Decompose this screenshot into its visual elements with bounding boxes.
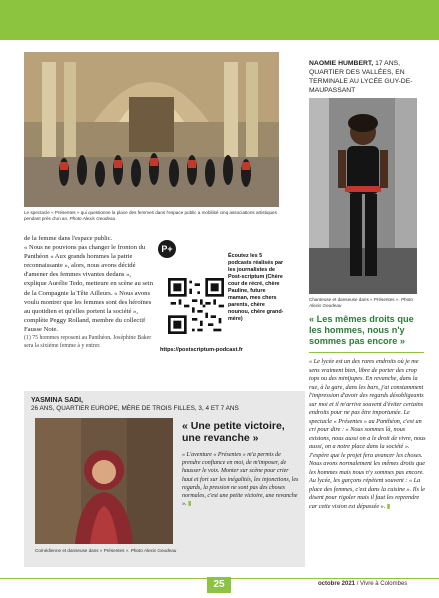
main-photo-caption — [24, 210, 279, 222]
yasmina-photo-credit: Photo Alexis Geudeau — [130, 548, 177, 553]
qr-code[interactable] — [168, 278, 224, 334]
naomie-caption-text: Chanteuse et danseuse dans « Présentes ». — [309, 297, 400, 302]
naomie-testimony-text: « Le lycée est un des rares endroits où je me sens vraiment bien, libre de porter des crop tops ou des minijupes. En revanche, dans la rue, à la gare, dans les bars, j'ai constamment l'impression d'avoir des regards désobligeants sur moi et il m'arrive souvent d'éviter certains endroits pour ne pas être importunée. Le spectacle « Présentes » au Panthéon, c'est un cri pour dire : « Nous sommes là, nous existons, nous aussi on a le droit de vivre, nous aussi, on a notre place dans la société ». J'espère que le projet fera avancer les choses. Nous avons normalement les mêmes droits que les hommes mais nous n'y sommes pas encore. Au lycée, les garçons répètent souvent : « La place des femmes, c'est dans la cuisine ». Ils le disent pour rigoler mais il faut les reprendre car cette vision est dépassée ». — [309, 358, 426, 510]
yasmina-testimony — [182, 451, 300, 508]
naomie-quote-title: « Les mêmes droits que les hommes, nous n'y sommes pas encore » — [309, 314, 414, 346]
footer-info — [318, 581, 407, 587]
main-photo-caption-text: Le spectacle « Présentes » qui questionne la place des femmes dans l'espace public a mobilisé cinq associations artistiques pendant près d'un an. — [24, 210, 277, 221]
yasmina-name: YASMINA SADI, — [31, 397, 83, 404]
yasmina-details: 26 ANS, QUARTIER EUROPE, MÈRE DE TROIS FILLES, 3, 4 ET 7 ANS — [31, 405, 239, 412]
end-marker-icon: ▮ — [386, 502, 391, 510]
yasmina-photo-caption — [35, 548, 185, 553]
main-text-paragraph-1: de la femme dans l'espace public. — [24, 235, 113, 242]
naomie-testimony — [309, 358, 426, 511]
naomie-details: 17 ANS, QUARTIER DES VALLÉES, EN TERMINALE AU LYCÉE GUY-DE-MAUPASSANT — [309, 60, 413, 94]
naomie-photo-caption — [309, 297, 419, 309]
podcast-url-link[interactable]: https://postscriptum-podcast.fr — [160, 347, 243, 353]
top-color-band — [0, 0, 439, 40]
yasmina-caption-text: Comédienne et danseuse dans « Présentes ». — [35, 548, 130, 553]
magazine-name: / Vivre à Colombes — [356, 581, 408, 587]
end-marker-icon: ▮ — [188, 501, 192, 508]
pantheon-performance-photo — [24, 52, 279, 207]
naomie-name: NAOMIE HUMBERT, — [309, 60, 374, 67]
main-article-text — [24, 234, 154, 350]
naomie-heading — [309, 59, 424, 95]
yasmina-quote-title: « Une petite victoire, une revanche » — [182, 420, 285, 444]
main-text-footnote: (1) 75 hommes reposent au Panthéon. Joséphine Baker sera la sixième femme à y entrer. — [24, 335, 152, 350]
main-text-paragraph-2: « Nous ne pouvions pas changer le fronton du Panthéon « Aux grands hommes la patrie reconnaissante », alors, nous avons décidé d'amener des femmes vivantes dedans », explique Aurélie Tedo, metteure en scène au sein de la Compagnie la Tête Ailleurs. « Nous avons voulu montrer que les femmes sont des héroïnes au quotidien et qu'elles portent la société », complète Peggy Rolland, membre du collectif Fausse Note. — [24, 244, 154, 333]
podcast-logo: P+ — [158, 240, 176, 258]
issue-date: octobre 2021 — [318, 581, 356, 587]
yasmina-portrait-photo — [35, 418, 173, 544]
yasmina-heading — [31, 396, 83, 405]
naomie-portrait-photo — [309, 98, 417, 294]
naomie-photo-credit: Photo Alexis Geudeau — [309, 297, 413, 308]
page-number: 25 — [207, 577, 231, 593]
podcast-promo-text: Écoutez les 5 podcasts réalisés par les journalistes de Post-scriptum (Chère cour de récré, chère Pauline, future maman, mes chers parents, chère nounou, chère grand-mère) — [228, 253, 284, 322]
yasmina-testimony-text: « L'aventure « Présentes » m'a permis de prendre confiance en moi, de m'imposer, de hausser le voix. Monter sur scène pour crier haut et fort sur les inégalités, les injonctions, les regards, la pression ne sont pas des choses normales, c'est une petite victoire, une revanche ». — [182, 452, 299, 508]
main-photo-credit: Photo Alexis Geudeau — [69, 216, 116, 221]
divider — [309, 352, 424, 353]
